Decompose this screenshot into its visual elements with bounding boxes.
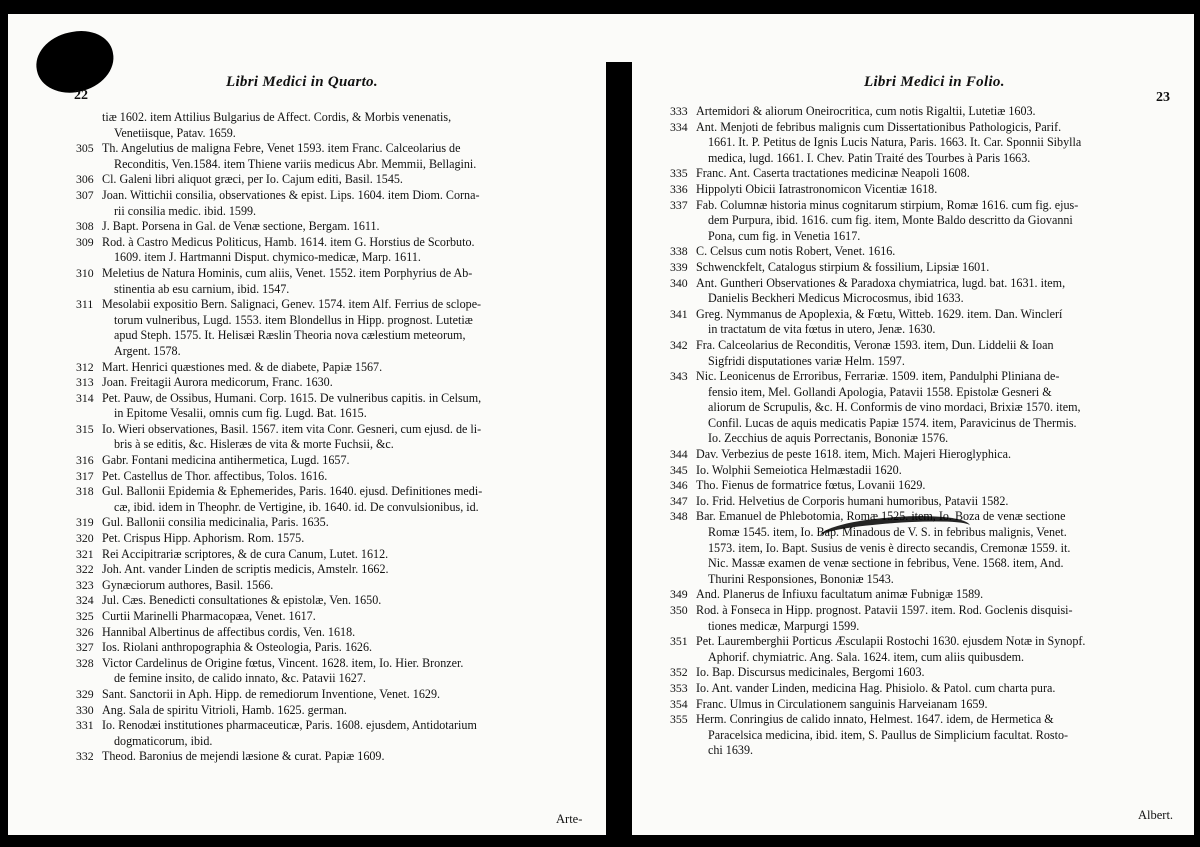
entry-text: Artemidori & aliorum Oneirocritica, cum notis Rigaltii, Lutetiæ 1603. — [696, 104, 1036, 118]
catalog-line — [670, 431, 1170, 447]
entry-text: Gul. Ballonii Epidemia & Ephemerides, Paris. 1640. ejusd. Definitiones medi- — [102, 484, 483, 499]
entry-text: Nic. Leonicenus de Erroribus, Ferrariæ. 1509. item, Pandulphi Pliniana de- — [696, 369, 1060, 384]
entry-text: Io. Zecchius de aquis Porrectanis, Bononiæ 1576. — [708, 431, 949, 446]
catalog-line — [76, 375, 576, 391]
entry-number: 329 — [76, 686, 94, 701]
catalog-line — [670, 650, 1170, 666]
catalog-line — [76, 172, 576, 188]
entry-number — [670, 385, 696, 401]
catalog-line — [76, 515, 576, 531]
entry-number: 332 — [76, 749, 94, 764]
entry-text: Th. Angelutius de maligna Febre, Venet 1593. item Franc. Calceolarius de — [102, 141, 461, 156]
catalog-line — [76, 188, 576, 204]
entry-text: Hippolyti Obicii Iatrastronomicon Vicentiæ 1618. — [696, 181, 938, 196]
catalog-line — [670, 494, 1170, 510]
entry-number — [76, 344, 102, 360]
catalog-line — [76, 656, 576, 672]
catalog-line — [76, 703, 576, 719]
catalog-line — [670, 681, 1170, 697]
catalog-line — [76, 453, 576, 469]
catalog-line — [670, 619, 1170, 635]
catalog-line — [76, 406, 576, 422]
entry-text: 1573. item, Io. Bapt. Susius de venis è directo secandis, Cremonæ 1559. it. — [708, 540, 1071, 555]
entry-text: dem Purpura, ibid. 1616. cum fig. item, Monte Baldo descritto da Giovanni — [708, 213, 1073, 228]
entry-number: 342 — [670, 337, 688, 352]
entry-text: Gynæciorum authores, Basil. 1566. — [102, 577, 274, 592]
entry-number: 333 — [670, 104, 688, 118]
entry-text: Bar. Emanuel de Phlebotomia, Romæ 1525. item, Io. Boza de venæ sectione — [696, 509, 1066, 524]
entry-text: Gabr. Fontani medicina antihermetica, Lugd. 1657. — [102, 453, 350, 468]
entry-text: Mart. Henrici quæstiones med. & de diabete, Papiæ 1567. — [102, 359, 383, 374]
entry-number: 343 — [670, 369, 688, 384]
catalog-line — [670, 556, 1170, 572]
entry-text: Confil. Lucas de aquis medicatis Papiæ 1574. item, Paravicinus de Thermis. — [708, 415, 1077, 430]
entry-number: 318 — [76, 484, 94, 499]
left-entry-list — [76, 110, 576, 765]
entry-number — [670, 135, 696, 151]
catalog-line — [76, 562, 576, 578]
entry-text: Reconditis, Ven.1584. item Thiene variis medicus Abr. Memmii, Bellagini. — [114, 156, 477, 171]
catalog-line — [76, 625, 576, 641]
catalog-line — [76, 593, 576, 609]
catalog-line — [670, 478, 1170, 494]
catalog-line — [76, 344, 576, 360]
catalog-line — [76, 531, 576, 547]
catalog-line — [670, 572, 1170, 588]
entry-number — [76, 313, 102, 329]
entry-text: Joan. Wittichii consilia, observationes & epist. Lips. 1604. item Diom. Corna- — [102, 187, 480, 202]
entry-number — [76, 204, 102, 220]
entry-text: stinentia ab esu carnium, ibid. 1547. — [114, 281, 290, 296]
catalog-line — [76, 718, 576, 734]
right-entry-list — [670, 104, 1170, 759]
entry-number — [76, 282, 102, 298]
catalog-line — [670, 307, 1170, 323]
entry-text: Ios. Riolani anthropographia & Osteologia, Paris. 1626. — [102, 640, 373, 655]
entry-text: Gul. Ballonii consilia medicinalia, Paris. 1635. — [102, 515, 329, 530]
catalog-line — [670, 400, 1170, 416]
catalog-line — [670, 354, 1170, 370]
entry-text: Danielis Beckheri Medicus Microcosmus, ibid 1633. — [708, 291, 964, 306]
entry-number: 306 — [76, 172, 94, 187]
entry-text: Io. Wieri observationes, Basil. 1567. item vita Conr. Gesneri, cum ejusd. de li- — [102, 421, 482, 436]
entry-number: 309 — [76, 234, 94, 249]
entry-text: Sigfridi disputationes variæ Helm. 1597. — [708, 353, 905, 368]
right-catchword: Albert. — [1138, 808, 1174, 822]
entry-number — [76, 126, 102, 142]
entry-text: Pet. Castellus de Thor. affectibus, Tolos. 1616. — [102, 468, 328, 483]
entry-number: 344 — [670, 447, 688, 462]
catalog-line — [670, 322, 1170, 338]
entry-number — [670, 431, 696, 447]
entry-text: tiones medicæ, Marpurgi 1599. — [708, 618, 860, 633]
entry-number — [670, 572, 696, 588]
catalog-line — [670, 151, 1170, 167]
entry-text: Pona, cum fig. in Venetia 1617. — [708, 228, 861, 243]
catalog-line — [670, 369, 1170, 385]
entry-text: 1609. item J. Hartmanni Disput. chymico-medicæ, Marp. 1611. — [114, 250, 421, 265]
entry-text: Hannibal Albertinus de affectibus cordis, Ven. 1618. — [102, 624, 356, 639]
entry-text: Greg. Nymmanus de Apoplexia, & Fœtu, Witteb. 1629. item. Dan. Winclerí — [696, 306, 1063, 321]
catalog-line — [76, 671, 576, 687]
entry-text: in Epitome Vesalii, omnis cum fig. Lugd. Bat. 1615. — [114, 406, 367, 421]
entry-number: 312 — [76, 359, 94, 374]
entry-text: Paracelsica medicina, ibid. item, S. Paullus de Simplicium facultat. Rosto- — [708, 727, 1069, 742]
entry-text: Jul. Cæs. Benedicti consultationes & epistolæ, Ven. 1650. — [102, 593, 382, 608]
entry-number: 350 — [670, 603, 688, 617]
entry-number: 305 — [76, 141, 94, 156]
catalog-line — [670, 712, 1170, 728]
entry-text: J. Bapt. Porsena in Gal. de Venæ sectione, Bergam. 1611. — [102, 219, 380, 234]
entry-number: 352 — [670, 665, 688, 680]
entry-number: 335 — [670, 166, 688, 181]
catalog-line — [670, 447, 1170, 463]
entry-text: Ant. Menjoti de febribus malignis cum Dissertationibus Pathologicis, Parif. — [696, 119, 1062, 134]
entry-number: 331 — [76, 718, 94, 733]
entry-number: 320 — [76, 531, 94, 546]
catalog-line — [76, 219, 576, 235]
entry-number — [670, 728, 696, 744]
entry-text: in tractatum de vita fœtus in utero, Jenæ. 1630. — [708, 322, 936, 337]
entry-number: 339 — [670, 259, 688, 274]
catalog-line — [670, 229, 1170, 245]
entry-number: 337 — [670, 197, 688, 212]
entry-text: Franc. Ulmus in Circulationem sanguinis Harveianam 1659. — [696, 696, 988, 711]
entry-number — [670, 400, 696, 416]
entry-text: Io. Wolphii Semeiotica Helmæstadii 1620. — [696, 462, 902, 477]
entry-number — [76, 734, 102, 750]
entry-text: Dav. Verbezius de peste 1618. item, Mich. Majeri Hieroglyphica. — [696, 447, 1012, 462]
catalog-line — [76, 157, 576, 173]
catalog-line — [76, 282, 576, 298]
entry-text: apud Steph. 1575. It. Helisæi Ræslin Theoria nova cælestium meteorum, — [114, 328, 466, 343]
catalog-line — [670, 338, 1170, 354]
catalog-line — [76, 547, 576, 563]
entry-number: 355 — [670, 712, 688, 727]
entry-text: Io. Frid. Helvetius de Corporis humani humoribus, Patavii 1582. — [696, 493, 1009, 508]
entry-number: 336 — [670, 181, 688, 196]
entry-text: Io. Renodæi institutiones pharmaceuticæ, Paris. 1608. ejusdem, Antidotarium — [102, 718, 477, 733]
entry-text: C. Celsus cum notis Robert, Venet. 1616. — [696, 244, 896, 259]
entry-text: Victor Cardelinus de Origine fœtus, Vincent. 1628. item, Io. Hier. Bronzer. — [102, 655, 464, 670]
entry-number — [670, 541, 696, 557]
catalog-line — [76, 235, 576, 251]
catalog-line — [76, 734, 576, 750]
entry-text: Ang. Sala de spiritu Vitrioli, Hamb. 1625. german. — [102, 702, 347, 717]
entry-number: 348 — [670, 509, 688, 524]
entry-text: Io. Bap. Discursus medicinales, Bergomi 1603. — [696, 665, 925, 680]
entry-text: Meletius de Natura Hominis, cum aliis, Venet. 1552. item Porphyrius de Ab- — [102, 265, 473, 280]
catalog-line — [76, 484, 576, 500]
entry-text: 1661. It. P. Petitus de Ignis Lucis Natura, Paris. 1663. It. Car. Sponnii Sibylla — [708, 135, 1082, 150]
entry-number — [670, 525, 696, 541]
entry-number — [76, 110, 102, 126]
catalog-line — [76, 328, 576, 344]
entry-number — [76, 328, 102, 344]
entry-number: 330 — [76, 702, 94, 717]
left-page-header: Libri Medici in Quarto. — [226, 74, 378, 90]
left-page-number: 22 — [74, 88, 88, 103]
entry-text: Schwenckfelt, Catalogus stirpium & fossilium, Lipsiæ 1601. — [696, 259, 990, 274]
catalog-line — [670, 166, 1170, 182]
entry-text: Thurini Responsiones, Bononiæ 1543. — [708, 571, 894, 586]
catalog-line — [670, 120, 1170, 136]
entry-text: Theod. Baronius de mejendi læsione & curat. Papiæ 1609. — [102, 749, 385, 764]
catalog-line — [670, 244, 1170, 260]
catalog-line — [670, 603, 1170, 619]
book-spread — [8, 14, 1194, 835]
catalog-line — [670, 416, 1170, 432]
catalog-line — [76, 391, 576, 407]
left-page — [8, 14, 598, 835]
entry-text: de femine insito, de calido innato, &c. Patavii 1627. — [114, 671, 366, 686]
catalog-line — [670, 697, 1170, 713]
catalog-line — [670, 104, 1170, 120]
entry-text: And. Planerus de Infiuxu facultatum animæ Fubnigæ 1589. — [696, 587, 984, 602]
catalog-line — [76, 687, 576, 703]
entry-text: tiæ 1602. item Attilius Bulgarius de Affect. Cordis, & Morbis venenatis, — [102, 110, 452, 124]
catalog-line — [670, 213, 1170, 229]
catalog-line — [670, 587, 1170, 603]
entry-number: 314 — [76, 390, 94, 405]
catalog-line — [670, 260, 1170, 276]
entry-text: Io. Ant. vander Linden, medicina Hag. Phisiolo. & Patol. cum charta pura. — [696, 680, 1056, 695]
entry-text: Sant. Sanctorii in Aph. Hipp. de remediorum Inventione, Venet. 1629. — [102, 686, 441, 701]
entry-number: 341 — [670, 306, 688, 321]
entry-text: Tho. Fienus de formatrice fœtus, Lovanii 1629. — [696, 478, 926, 493]
entry-number: 308 — [76, 219, 94, 234]
entry-text: Rod. à Fonseca in Hipp. prognost. Patavii 1597. item. Rod. Goclenis disquisi- — [696, 603, 1073, 617]
entry-number — [76, 671, 102, 687]
entry-number: 326 — [76, 624, 94, 639]
entry-text: Argent. 1578. — [114, 343, 181, 358]
entry-number — [76, 250, 102, 266]
entry-number: 311 — [76, 297, 94, 312]
catalog-line — [670, 728, 1170, 744]
catalog-line — [670, 135, 1170, 151]
entry-text: chi 1639. — [708, 743, 754, 758]
entry-number: 319 — [76, 515, 94, 530]
catalog-line — [670, 463, 1170, 479]
entry-number — [76, 157, 102, 173]
entry-text: Aphorif. chymiatric. Ang. Sala. 1624. item, cum aliis quibusdem. — [708, 649, 1025, 664]
left-catchword: Arte- — [556, 812, 583, 826]
entry-number — [670, 322, 696, 338]
entry-number — [670, 213, 696, 229]
catalog-line — [76, 469, 576, 485]
catalog-line — [76, 437, 576, 453]
entry-number — [76, 500, 102, 516]
entry-text: cæ, ibid. idem in Theophr. de Vertigine, ib. 1640. id. De convulsionibus, id. — [114, 499, 479, 514]
entry-text: torum vulneribus, Lugd. 1553. item Blondellus in Hipp. prognost. Lutetiæ — [114, 312, 473, 327]
entry-text: rii consilia medic. ibid. 1599. — [114, 203, 257, 218]
entry-number: 338 — [670, 244, 688, 259]
entry-text: Rod. à Castro Medicus Politicus, Hamb. 1614. item G. Horstius de Scorbuto. — [102, 234, 475, 249]
catalog-line — [76, 578, 576, 594]
entry-number: 325 — [76, 609, 94, 623]
catalog-line — [76, 126, 576, 142]
entry-text: Fra. Calceolarius de Reconditis, Veronæ 1593. item, Dun. Liddelii & Ioan — [696, 337, 1054, 352]
entry-number: 345 — [670, 462, 688, 477]
entry-number: 349 — [670, 587, 688, 602]
entry-number — [670, 416, 696, 432]
entry-text: Curtii Marinelli Pharmacopæa, Venet. 1617. — [102, 609, 316, 623]
entry-number: 353 — [670, 680, 688, 695]
catalog-line — [76, 266, 576, 282]
entry-number — [670, 291, 696, 307]
catalog-line — [76, 640, 576, 656]
entry-text: Venetiisque, Patav. 1659. — [114, 125, 236, 140]
entry-number: 354 — [670, 696, 688, 711]
catalog-line — [670, 276, 1170, 292]
catalog-line — [76, 250, 576, 266]
entry-text: medica, lugd. 1661. I. Chev. Patin Traité des Tourbes à Paris 1663. — [708, 150, 1031, 165]
entry-text: Pet. Lauremberghii Porticus Æsculapii Rostochi 1630. ejusdem Notæ in Synopf. — [696, 634, 1086, 649]
entry-number — [76, 437, 102, 453]
entry-number: 313 — [76, 375, 94, 390]
entry-number: 347 — [670, 493, 688, 508]
entry-text: Pet. Crispus Hipp. Aphorism. Rom. 1575. — [102, 531, 305, 546]
catalog-line — [670, 665, 1170, 681]
entry-number — [76, 406, 102, 422]
entry-number: 307 — [76, 187, 94, 202]
entry-number: 317 — [76, 468, 94, 483]
catalog-line — [76, 360, 576, 376]
entry-number: 346 — [670, 478, 688, 493]
catalog-line — [76, 749, 576, 765]
entry-number: 334 — [670, 119, 688, 134]
catalog-line — [76, 141, 576, 157]
catalog-line — [76, 609, 576, 625]
entry-number: 324 — [76, 593, 94, 608]
entry-number: 340 — [670, 275, 688, 290]
entry-number — [670, 650, 696, 666]
entry-number — [670, 556, 696, 572]
entry-text: Mesolabii expositio Bern. Salignaci, Genev. 1574. item Alf. Ferrius de sclope- — [102, 297, 482, 312]
right-page-number: 23 — [1156, 90, 1170, 105]
entry-number: 328 — [76, 655, 94, 670]
entry-text: Nic. Massæ examen de venæ sectione in febribus, Vene. 1568. item, And. — [708, 556, 1064, 571]
catalog-line — [670, 291, 1170, 307]
entry-text: Pet. Pauw, de Ossibus, Humani. Corp. 1615. De vulneribus capitis. in Celsum, — [102, 390, 482, 405]
catalog-line — [76, 422, 576, 438]
entry-number: 327 — [76, 640, 94, 655]
entry-number: 315 — [76, 421, 94, 436]
catalog-line — [670, 198, 1170, 214]
entry-number: 310 — [76, 265, 94, 280]
catalog-line — [76, 500, 576, 516]
entry-text: Ant. Guntheri Observationes & Paradoxa chymiatrica, lugd. bat. 1631. item, — [696, 275, 1066, 290]
catalog-line — [76, 110, 576, 126]
entry-number: 316 — [76, 453, 94, 468]
entry-text: Fab. Columnæ historia minus cognitarum stirpium, Romæ 1616. cum fig. ejus- — [696, 197, 1079, 212]
entry-text: dogmaticorum, ibid. — [114, 733, 213, 748]
catalog-line — [670, 182, 1170, 198]
entry-text: fensio item, Mel. Gollandi Apologia, Patavii 1558. Epistolæ Gesneri & — [708, 384, 1052, 399]
entry-text: Herm. Conringius de calido innato, Helmest. 1647. idem, de Hermetica & — [696, 712, 1054, 727]
entry-text: Franc. Ant. Caserta tractationes medicinæ Neapoli 1608. — [696, 166, 970, 181]
entry-text: bris à se editis, &c. Hisleræs de vita & morte Fuchsii, &c. — [114, 437, 394, 452]
entry-text: Cl. Galeni libri aliquot græci, per Io. Cajum editi, Basil. 1545. — [102, 172, 403, 187]
entry-number — [670, 354, 696, 370]
catalog-line — [76, 313, 576, 329]
entry-number — [670, 151, 696, 167]
entry-text: aliorum de Scrupulis, &c. H. Conformis de vino mordaci, Brixiæ 1570. item, — [708, 400, 1081, 415]
right-page — [628, 14, 1194, 835]
catalog-line — [76, 297, 576, 313]
entry-text: Joh. Ant. vander Linden de scriptis medicis, Amstelr. 1662. — [102, 562, 389, 577]
entry-number: 321 — [76, 546, 94, 561]
catalog-line — [670, 385, 1170, 401]
entry-number — [670, 229, 696, 245]
right-page-header: Libri Medici in Folio. — [864, 74, 1005, 90]
entry-number — [670, 619, 696, 635]
entry-number: 322 — [76, 562, 94, 577]
entry-text: Romæ 1545. item, Io. Bap. Minadous de V. S. in febribus malignis, Venet. — [708, 525, 1067, 540]
catalog-line — [76, 204, 576, 220]
entry-number: 323 — [76, 577, 94, 592]
entry-number: 351 — [670, 634, 688, 649]
entry-number — [670, 743, 696, 759]
entry-text: Rei Accipitrariæ scriptores, & de cura Canum, Lutet. 1612. — [102, 546, 389, 561]
catalog-line — [670, 634, 1170, 650]
catalog-line — [670, 743, 1170, 759]
entry-text: Joan. Freitagii Aurora medicorum, Franc. 1630. — [102, 375, 333, 390]
